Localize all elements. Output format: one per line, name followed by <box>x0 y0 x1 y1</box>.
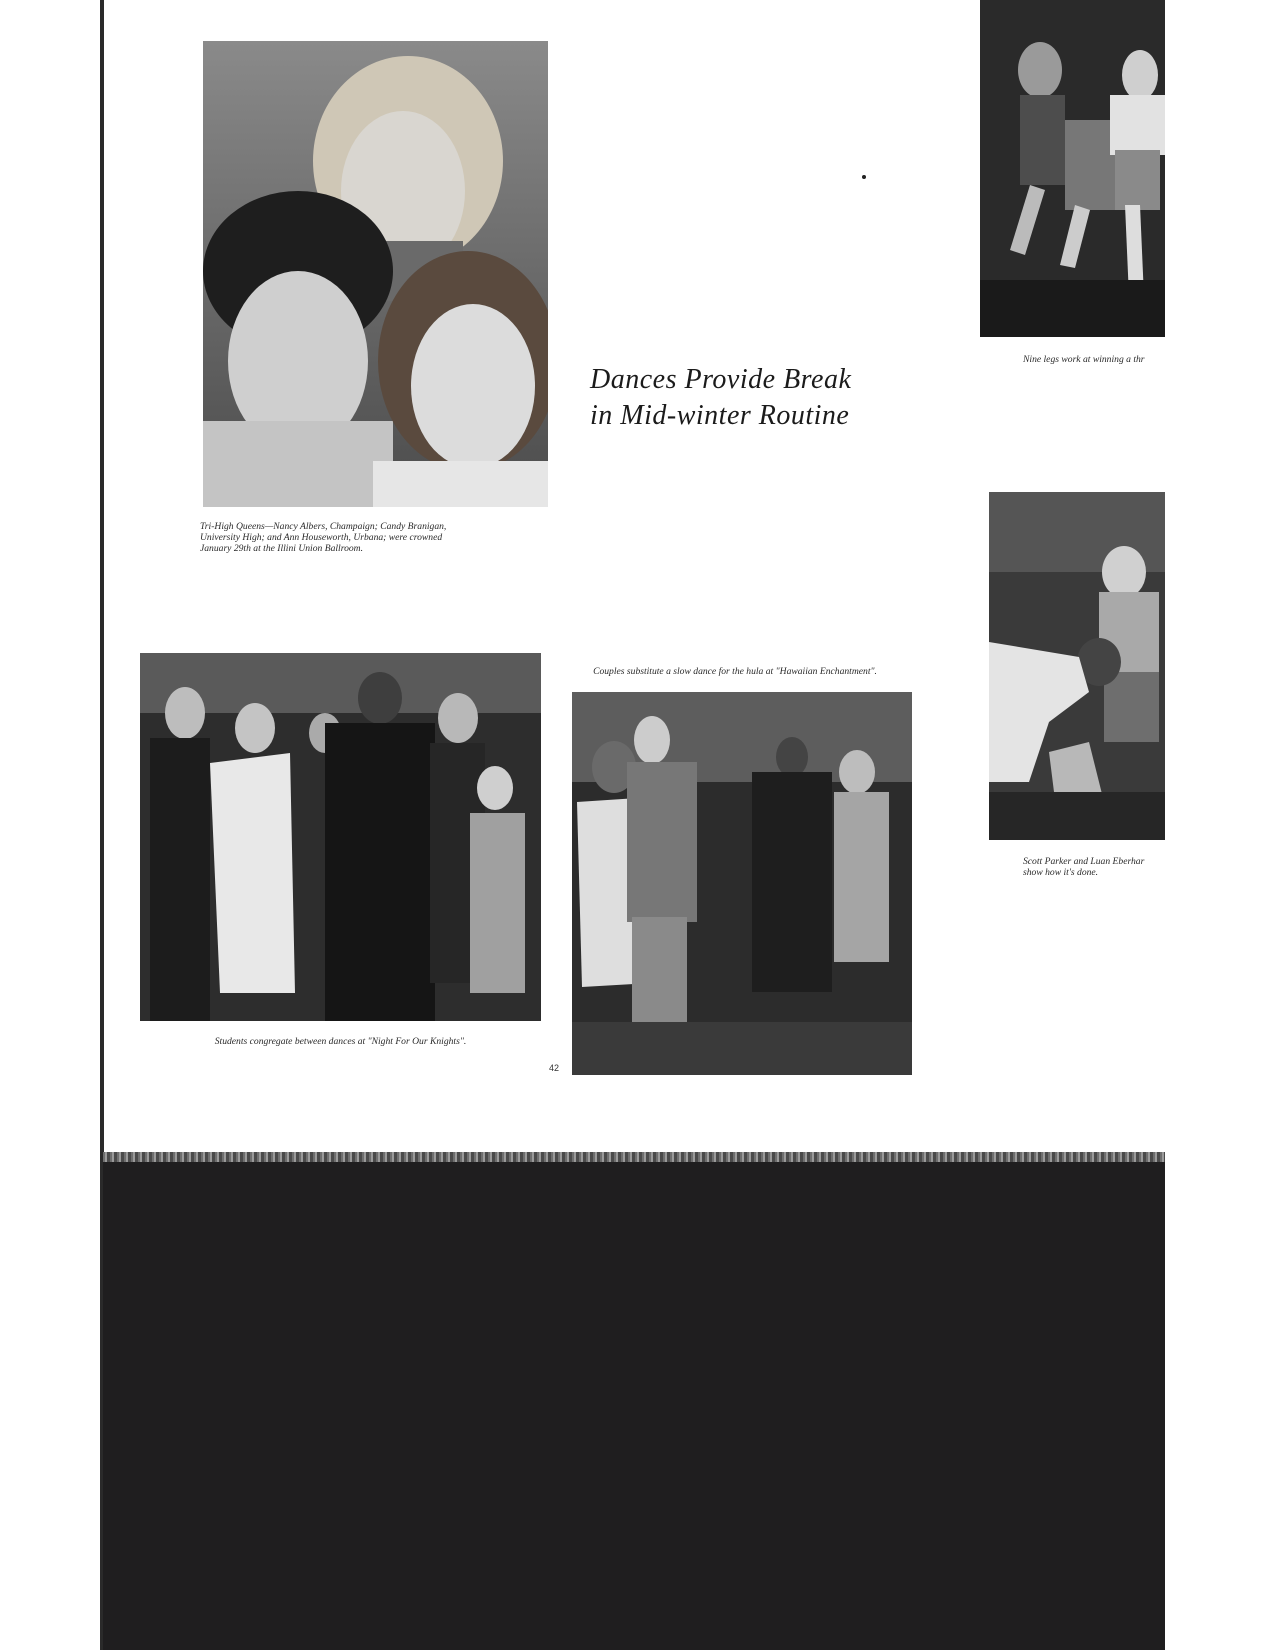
photo-couples-slow-dance <box>572 692 912 1075</box>
page-number: 42 <box>549 1063 560 1073</box>
caption-queens-line-2: University High; and Ann Houseworth, Urbana; were crowned <box>200 532 443 543</box>
page-bottom-edge <box>103 1152 1165 1162</box>
stray-dot <box>862 175 866 179</box>
nine-legs-photo-image <box>980 0 1165 337</box>
caption-couples-text: Couples substitute a slow dance for the hula at "Hawaiian Enchantment". <box>593 666 877 677</box>
queens-photo-image <box>203 41 548 507</box>
caption-students-congregate <box>140 1036 541 1047</box>
photo-tri-high-queens <box>203 41 548 507</box>
caption-queens-line-1: Tri-High Queens—Nancy Albers, Champaign; Candy Branigan, <box>200 521 447 532</box>
caption-scott-line-2: show how it's done. <box>1023 867 1099 878</box>
caption-scott-line-1: Scott Parker and Luan Eberhar <box>1023 856 1145 867</box>
caption-students-text: Students congregate between dances at "Night For Our Knights". <box>214 1036 467 1047</box>
caption-scott-parker <box>1023 856 1165 878</box>
caption-nine-legs <box>1023 354 1165 365</box>
caption-nine-legs-text: Nine legs work at winning a thr <box>1023 354 1145 365</box>
caption-tri-high-queens <box>200 521 520 554</box>
scott-photo-image <box>989 492 1165 840</box>
caption-queens-line-3: January 29th at the Illini Union Ballroom. <box>200 543 363 554</box>
heading-line-2: in Mid-winter Routine <box>590 400 850 431</box>
scanner-background <box>103 1152 1165 1650</box>
photo-scott-parker <box>989 492 1165 840</box>
photo-students-congregate <box>140 653 541 1021</box>
photo-nine-legs <box>980 0 1165 337</box>
couples-photo-image <box>572 692 912 1075</box>
page-heading <box>590 362 910 434</box>
students-photo-image <box>140 653 541 1021</box>
caption-couples <box>560 666 910 677</box>
heading-line-1: Dances Provide Break <box>590 364 852 395</box>
